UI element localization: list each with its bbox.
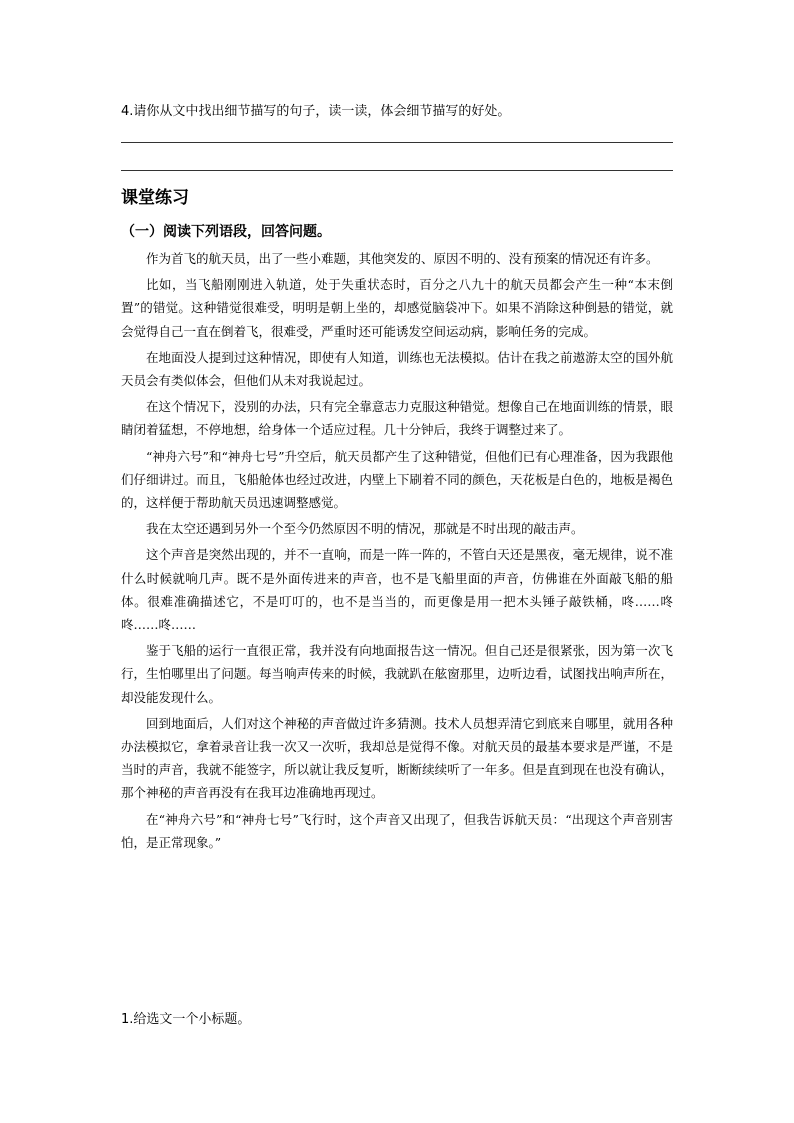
passage-paragraph: 这个声音是突然出现的，并不一直响，而是一阵一阵的，不管白天还是黑夜，毫无规律，说不准什么时候就响几声。既不是外面传进来的声音，也不是飞船里面的声音，仿佛谁在外面敲飞船的船体。很难准确描述它，不是叮叮的，也不是当当的，而更像是用一把木头锤子敲铁桶，咚……咚咚……咚…… [121, 547, 673, 633]
passage-paragraph: 作为首飞的航天员，出了一些小难题，其他突发的、原因不明的、没有预案的情况还有许多。 [146, 251, 659, 266]
passage-paragraph: 在“神舟六号”和“神舟七号”飞行时，这个声音又出现了，但我告诉航天员：“出现这个声音别害怕，是正常现象。” [121, 811, 673, 850]
passage-paragraph: 鉴于飞船的运行一直很正常，我并没有向地面报告这一情况。但自己还是很紧张，因为第一次飞行，生怕哪里出了问题。每当响声传来的时候，我就趴在舷窗那里，边听边看，试图找出响声所在，却没能发现什么。 [121, 643, 673, 705]
passage-paragraph: 在地面没人提到过这种情况，即使有人知道，训练也无法模拟。估计在我之前遨游太空的国外航天员会有类似体会，但他们从未对我说起过。 [121, 349, 673, 389]
question-4: 4.请你从文中找出细节描写的句子，读一读，体会细节描写的好处。 [121, 104, 511, 119]
passage-paragraph: 在这个情况下，没别的办法，只有完全靠意志力克服这种错觉。想像自己在地面训练的情景，眼睛闭着猛想，不停地想，给身体一个适应过程。几十分钟后，我终于调整过来了。 [121, 399, 673, 438]
answer-line-1 [121, 142, 673, 143]
passage-paragraph: “神舟六号”和“神舟七号”升空后，航天员都产生了这种错觉，但他们已有心理准备，因为我跟他们仔细讲过。而且，飞船舱体也经过改进，内壁上下刷着不同的颜色，天花板是白色的，地板是褐色的，这样便于帮助航天员迅速调整感觉。 [121, 448, 673, 511]
reading-passage [121, 247, 673, 857]
passage-paragraph: 我在太空还遇到另外一个至今仍然原因不明的情况，那就是不时出现的敲击声。 [146, 521, 584, 537]
section-title: 课堂练习 [121, 188, 189, 208]
subsection-title: （一）阅读下列语段，回答问题。 [121, 224, 331, 240]
passage-paragraph: 比如，当飞船刚刚进入轨道，处于失重状态时，百分之八九十的航天员都会产生一种“本末倒置”的错觉。这种错觉很难受，明明是朝上坐的，却感觉脑袋冲下。如果不消除这种倒悬的错觉，就会觉得自己一直在倒着飞，很难受，严重时还可能诱发空间运动病，影响任务的完成。 [121, 277, 673, 339]
question-1: 1.给选文一个小标题。 [121, 1012, 251, 1027]
passage-paragraph: 回到地面后，人们对这个神秘的声音做过许多猜测。技术人员想弄清它到底来自哪里，就用各种办法模拟它，拿着录音让我一次又一次听，我却总是觉得不像。对航天员的最基本要求是严谨，不是当时的声音，我就不能签字，所以就让我反复听，断断续续听了一年多。但是直到现在也没有确认，那个神秘的声音再没有在我耳边准确地再现过。 [121, 715, 673, 801]
answer-line-2 [121, 170, 673, 171]
